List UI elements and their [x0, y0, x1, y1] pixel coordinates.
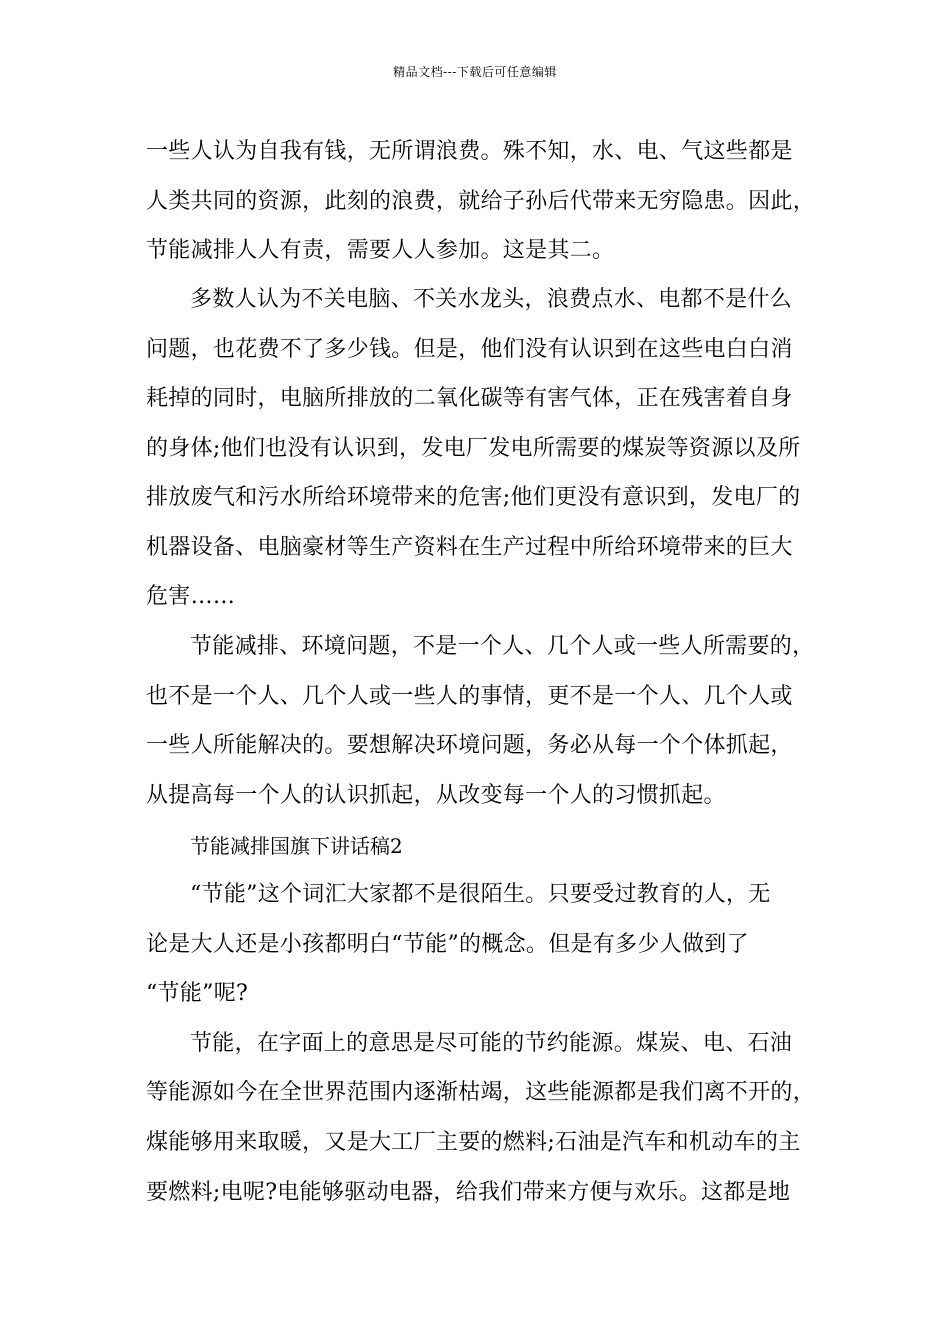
paragraph-2-line-6: 机器设备、电脑豪材等生产资料在生产过程中所给环境带来的巨大: [146, 535, 793, 560]
paragraph-2-line-1: 多数人认为不关电脑、不关水龙头，浪费点水、电都不是什么: [190, 287, 793, 312]
paragraph-5-line-4: 要燃料;电呢?电能够驱动电器，给我们带来方便与欢乐。这都是地: [146, 1180, 791, 1205]
paragraph-2-line-3: 耗掉的同时，电脑所排放的二氧化碳等有害气体，正在残害着自身: [146, 386, 793, 411]
paragraph-3-line-3: 一些人所能解决的。要想解决环境问题，务必从每一个个体抓起，: [146, 733, 793, 758]
paragraph-5-line-2: 等能源如今在全世界范围内逐渐枯竭，这些能源都是我们离不开的，: [146, 1080, 816, 1105]
paragraph-3-line-1: 节能减排、环境问题，不是一个人、几个人或一些人所需要的，: [190, 634, 815, 659]
paragraph-3-line-4: 从提高每一个人的认识抓起，从改变每一个人的习惯抓起。: [146, 783, 726, 808]
paragraph-4-line-1: “节能”这个词汇大家都不是很陌生。只要受过教育的人，无: [190, 882, 771, 907]
paragraph-3-line-2: 也不是一个人、几个人或一些人的事情，更不是一个人、几个人或: [146, 684, 793, 709]
paragraph-5-line-1: 节能，在字面上的意思是尽可能的节约能源。煤炭、电、石油: [190, 1031, 793, 1056]
paragraph-4-line-2: 论是大人还是小孩都明白“节能”的概念。但是有多少人做到了: [146, 932, 749, 957]
paragraph-5-line-3: 煤能够用来取暖，又是大工厂主要的燃料;石油是汽车和机动车的主: [146, 1130, 801, 1155]
paragraph-2-line-2: 问题，也花费不了多少钱。但是，他们没有认识到在这些电白白消: [146, 337, 793, 362]
paragraph-1-line-2: 人类共同的资源，此刻的浪费，就给子孙后代带来无穷隐患。因此，: [146, 189, 816, 214]
paragraph-2-line-7: 危害……: [146, 584, 236, 609]
page-header: 精品文档---下载后可任意编辑: [393, 65, 557, 79]
paragraph-4-line-3: “节能”呢?: [146, 981, 249, 1006]
paragraph-2-line-4: 的身体;他们也没有认识到，发电厂发电所需要的煤炭等资源以及所: [146, 436, 801, 461]
paragraph-1-line-1: 一些人认为自我有钱，无所谓浪费。殊不知，水、电、气这些都是: [146, 139, 793, 164]
section-heading: 节能减排国旗下讲话稿2: [190, 834, 403, 858]
paragraph-1-line-3: 节能减排人人有责，需要人人参加。这是其二。: [146, 238, 615, 263]
paragraph-2-line-5: 排放废气和污水所给环境带来的危害;他们更没有意识到，发电厂的: [146, 485, 801, 510]
